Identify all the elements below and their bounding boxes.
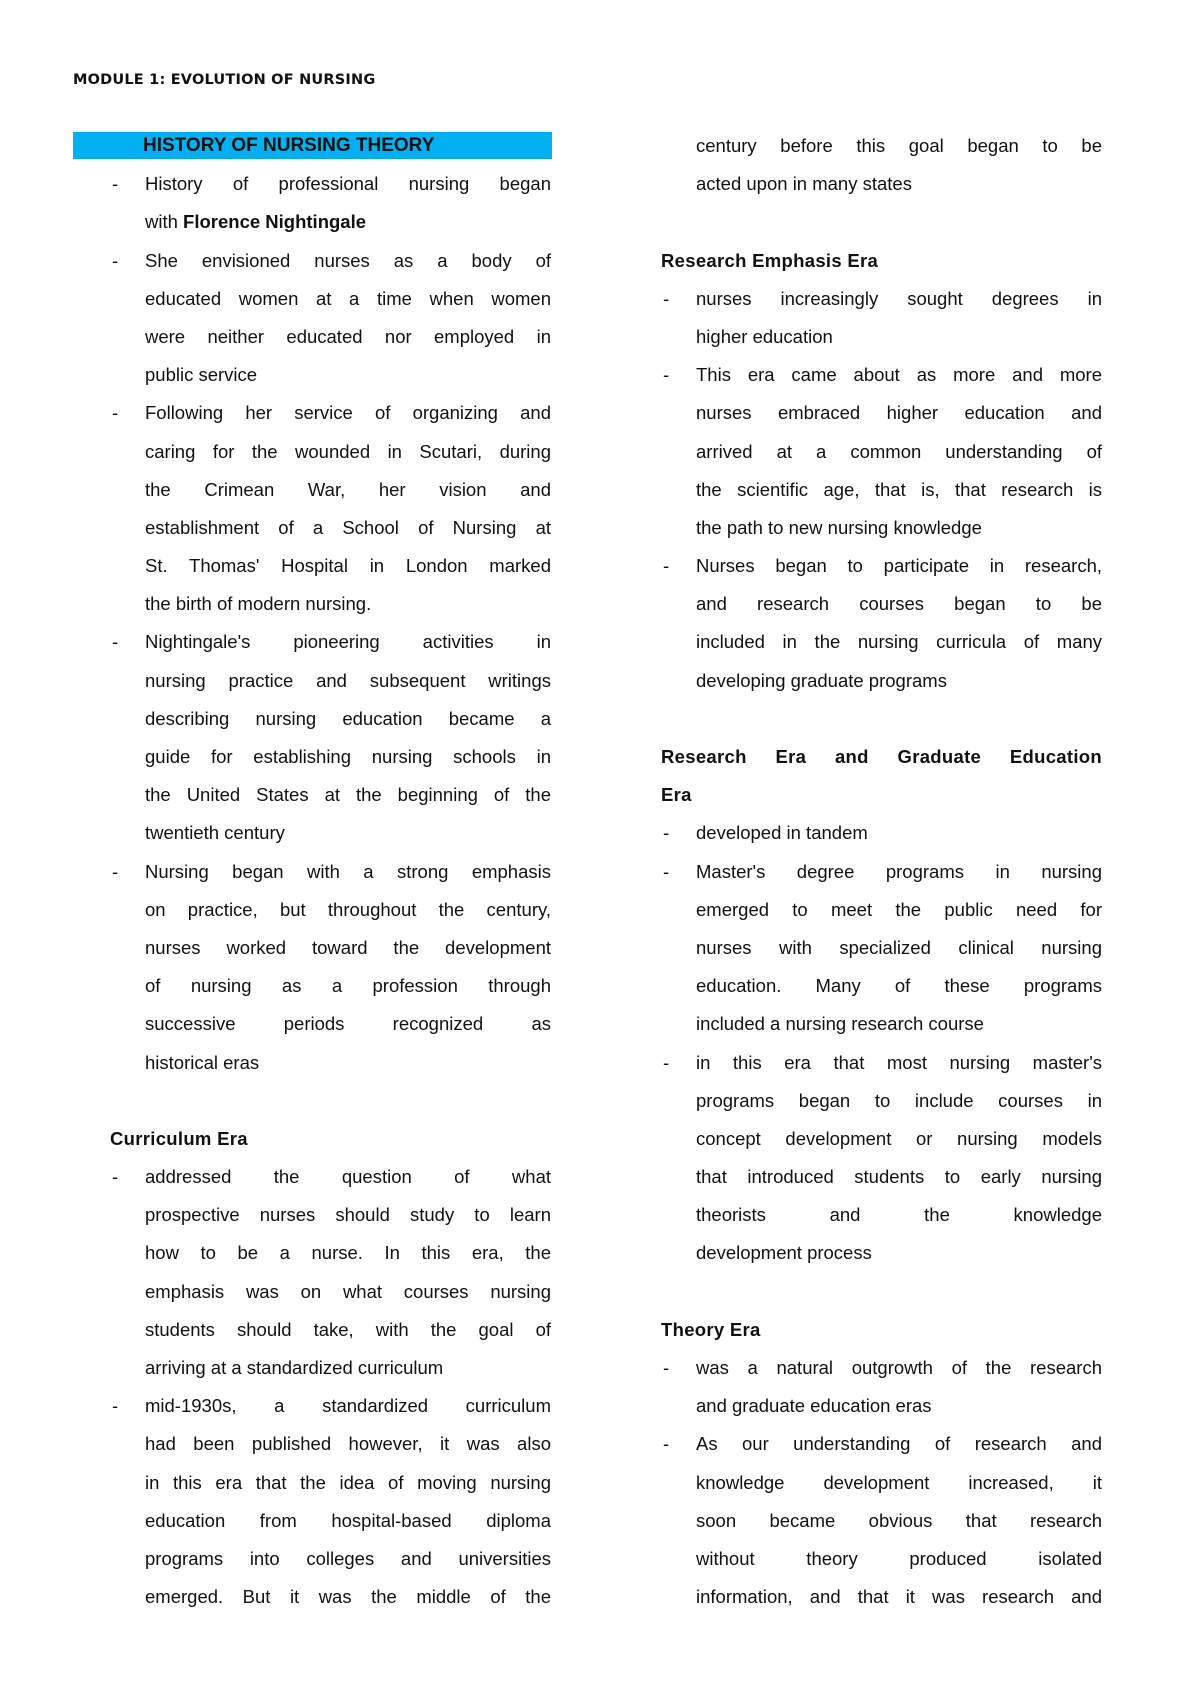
bullet-line (100, 203, 560, 241)
bullet-line (100, 433, 560, 471)
bullet-line (651, 1540, 1111, 1578)
body-text: This era came about as more and more (696, 364, 1102, 386)
body-text: twentieth century (145, 822, 285, 844)
body-text: Nurses began to participate in research, (696, 555, 1102, 577)
bullet-line (100, 471, 560, 509)
body-text: Following her service of organizing and (145, 402, 551, 424)
continuation-line (651, 127, 1111, 165)
bullet-line (651, 356, 1111, 394)
bullet-line (651, 471, 1111, 509)
bullet-line (100, 623, 560, 661)
body-text: public service (145, 364, 258, 386)
bullet-line (100, 776, 560, 814)
body-text: arrived at a common understanding of (696, 440, 1102, 462)
body-text: soon became obvious that research (696, 1509, 1102, 1531)
body-text: nurses with specialized clinical nursing (696, 936, 1102, 958)
bullet-dash-icon: - (112, 1395, 119, 1417)
bullet-line (651, 929, 1111, 967)
bullet-line (651, 1005, 1111, 1043)
bullet-line (100, 1425, 560, 1463)
bullet-line (100, 280, 560, 318)
body-text: establishment of a School of Nursing at (145, 516, 551, 538)
bullet-line (651, 1387, 1111, 1425)
body-text: students should take, with the goal of (145, 1318, 551, 1340)
bullet-line (100, 1578, 560, 1616)
bullet-dash-icon: - (112, 1166, 119, 1188)
bullet-line (100, 1387, 560, 1425)
bullet-line (651, 814, 1111, 852)
bullet-line (651, 1158, 1111, 1196)
body-text: educated women at a time when women (145, 287, 551, 309)
bullet-line (100, 1005, 560, 1043)
body-text: programs began to include courses in (696, 1089, 1102, 1111)
body-text: concept development or nursing models (696, 1127, 1102, 1149)
body-text: nurses embraced higher education and (696, 402, 1102, 424)
body-text: how to be a nurse. In this era, the (145, 1242, 551, 1264)
body-text: describing nursing education became a (145, 707, 551, 729)
bullet-line (100, 509, 560, 547)
body-text: developed in tandem (696, 822, 868, 844)
bullet-line (651, 623, 1111, 661)
body-text: the scientific age, that is, that research is (696, 478, 1102, 500)
body-text: in this era that most nursing master's (696, 1051, 1102, 1073)
section-heading: Era (661, 784, 692, 806)
bullet-line (100, 891, 560, 929)
bullet-line (100, 662, 560, 700)
bullet-line (100, 1234, 560, 1272)
bullet-dash-icon: - (663, 364, 670, 386)
bullet-line (651, 662, 1111, 700)
section-heading: Theory Era (661, 1318, 761, 1340)
body-text: education from hospital-based diploma (145, 1509, 551, 1531)
bullet-line (100, 1311, 560, 1349)
bullet-line (651, 1082, 1111, 1120)
bullet-dash-icon: - (663, 1357, 670, 1378)
bullet-line (651, 509, 1111, 547)
body-text: without theory produced isolated (696, 1547, 1102, 1569)
bullet-line (651, 585, 1111, 623)
heading-line (651, 242, 1111, 280)
body-text: in this era that the idea of moving nursing (145, 1471, 551, 1493)
body-text: knowledge development increased, it (696, 1471, 1102, 1493)
bullet-line (100, 585, 560, 623)
body-text: developing graduate programs (696, 669, 947, 691)
bullet-line (651, 547, 1111, 585)
body-text: was a natural outgrowth of the research (696, 1357, 1102, 1378)
bullet-line (100, 1196, 560, 1234)
bullet-dash-icon: - (663, 555, 670, 577)
section-heading: Research Era and Graduate Education (661, 746, 1102, 767)
bullet-line (100, 1502, 560, 1540)
body-text: the Crimean War, her vision and (145, 478, 551, 500)
body-text: emphasis was on what courses nursing (145, 1280, 551, 1302)
bullet-line (100, 929, 560, 967)
body-text: nursing practice and subsequent writings (145, 669, 551, 691)
bullet-line (651, 967, 1111, 1005)
bullet-line (651, 1196, 1111, 1234)
body-text: mid-1930s, a standardized curriculum (145, 1395, 551, 1417)
bullet-dash-icon: - (112, 249, 119, 271)
bullet-line (100, 318, 560, 356)
body-text: of nursing as a profession through (145, 975, 551, 997)
blank-line (651, 1273, 1111, 1311)
bullet-dash-icon: - (112, 402, 119, 424)
body-text: As our understanding of research and (696, 1433, 1102, 1455)
bullet-line (100, 394, 560, 432)
body-text: were neither educated nor employed in (145, 325, 551, 347)
bold-text: Florence Nightingale (183, 211, 367, 233)
body-text (145, 203, 551, 241)
body-text: information, and that it was research and (696, 1586, 1102, 1608)
body-text: education. Many of these programs (696, 975, 1102, 997)
bullet-dash-icon: - (663, 287, 670, 309)
body-text: theorists and the knowledge (696, 1204, 1102, 1226)
bullet-line (100, 700, 560, 738)
bullet-line (651, 1425, 1111, 1463)
heading-line (651, 1311, 1111, 1349)
body-text: nurses worked toward the development (145, 936, 551, 958)
body-text: the path to new nursing knowledge (696, 516, 982, 538)
section-title: HISTORY OF NURSING THEORY (143, 135, 435, 156)
bullet-line (651, 891, 1111, 929)
body-text: arriving at a standardized curriculum (145, 1357, 444, 1378)
body-text: the birth of modern nursing. (145, 593, 372, 615)
bullet-line (100, 967, 560, 1005)
body-text: acted upon in many states (696, 173, 912, 195)
bullet-line (651, 1120, 1111, 1158)
bullet-dash-icon: - (663, 822, 670, 844)
bullet-dash-icon: - (112, 860, 119, 882)
section-heading: Curriculum Era (110, 1127, 248, 1149)
left-column (100, 127, 560, 1616)
body-text: included in the nursing curricula of many (696, 631, 1102, 653)
body-text: and research courses began to be (696, 593, 1102, 615)
bullet-dash-icon: - (663, 1433, 670, 1455)
bullet-line (100, 1158, 560, 1196)
bullet-line (651, 1349, 1111, 1387)
bullet-line (100, 242, 560, 280)
blank-line (100, 1082, 560, 1120)
text-segment: with (145, 211, 184, 233)
body-text: programs into colleges and universities (145, 1547, 551, 1569)
body-text: guide for establishing nursing schools in (145, 746, 551, 767)
section-heading: Research Emphasis Era (661, 249, 879, 271)
bullet-line (651, 1464, 1111, 1502)
body-text: development process (696, 1242, 872, 1264)
body-text: historical eras (145, 1051, 260, 1073)
bullet-dash-icon: - (112, 173, 119, 195)
body-text: Master's degree programs in nursing (696, 860, 1102, 882)
body-text: century before this goal began to be (696, 135, 1102, 156)
body-text: and graduate education eras (696, 1395, 932, 1417)
bullet-dash-icon: - (663, 860, 670, 882)
bullet-line (100, 853, 560, 891)
bullet-line (100, 1464, 560, 1502)
bullet-line (100, 1044, 560, 1082)
body-text: addressed the question of what (145, 1166, 551, 1188)
bullet-line (651, 318, 1111, 356)
bullet-line (100, 1540, 560, 1578)
bullet-line (100, 165, 560, 203)
body-text: She envisioned nurses as a body of (145, 249, 551, 271)
body-text: included a nursing research course (696, 1013, 984, 1035)
body-text: Nightingale's pioneering activities in (145, 631, 551, 653)
body-text: nurses increasingly sought degrees in (696, 287, 1102, 309)
bullet-line (651, 433, 1111, 471)
body-text: Nursing began with a strong emphasis (145, 860, 551, 882)
bullet-line (651, 853, 1111, 891)
bullet-line (651, 394, 1111, 432)
body-text: caring for the wounded in Scutari, during (145, 440, 551, 462)
continuation-line (651, 165, 1111, 203)
body-text: History of professional nursing began (145, 173, 551, 195)
bullet-line (100, 356, 560, 394)
heading-line (100, 1120, 560, 1158)
bullet-line (100, 738, 560, 776)
bullet-line (100, 547, 560, 585)
body-text: successive periods recognized as (145, 1013, 551, 1035)
bullet-line (100, 814, 560, 852)
bullet-line (100, 1349, 560, 1387)
body-text: emerged. But it was the middle of the (145, 1586, 551, 1608)
body-text: St. Thomas' Hospital in London marked (145, 555, 551, 577)
heading-line (651, 776, 1111, 814)
body-text: higher education (696, 325, 833, 347)
bullet-line (651, 1578, 1111, 1616)
body-text: the United States at the beginning of the (145, 784, 551, 806)
bullet-dash-icon: - (663, 1051, 670, 1073)
body-text: had been published however, it was also (145, 1433, 551, 1455)
body-text: that introduced students to early nursing (696, 1166, 1102, 1188)
right-column (651, 127, 1111, 1616)
bullet-line (100, 1273, 560, 1311)
bullet-line (651, 1234, 1111, 1272)
blank-line (651, 203, 1111, 241)
bullet-line (651, 1502, 1111, 1540)
blank-line (651, 700, 1111, 738)
bullet-line (651, 1044, 1111, 1082)
section-title-row (100, 127, 560, 165)
bullet-line (651, 280, 1111, 318)
bullet-dash-icon: - (112, 631, 119, 653)
body-text: on practice, but throughout the century, (145, 898, 551, 920)
heading-line (651, 738, 1111, 776)
body-text: prospective nurses should study to learn (145, 1204, 551, 1226)
body-text: emerged to meet the public need for (696, 898, 1102, 920)
module-title: MODULE 1: EVOLUTION OF NURSING (73, 72, 376, 88)
